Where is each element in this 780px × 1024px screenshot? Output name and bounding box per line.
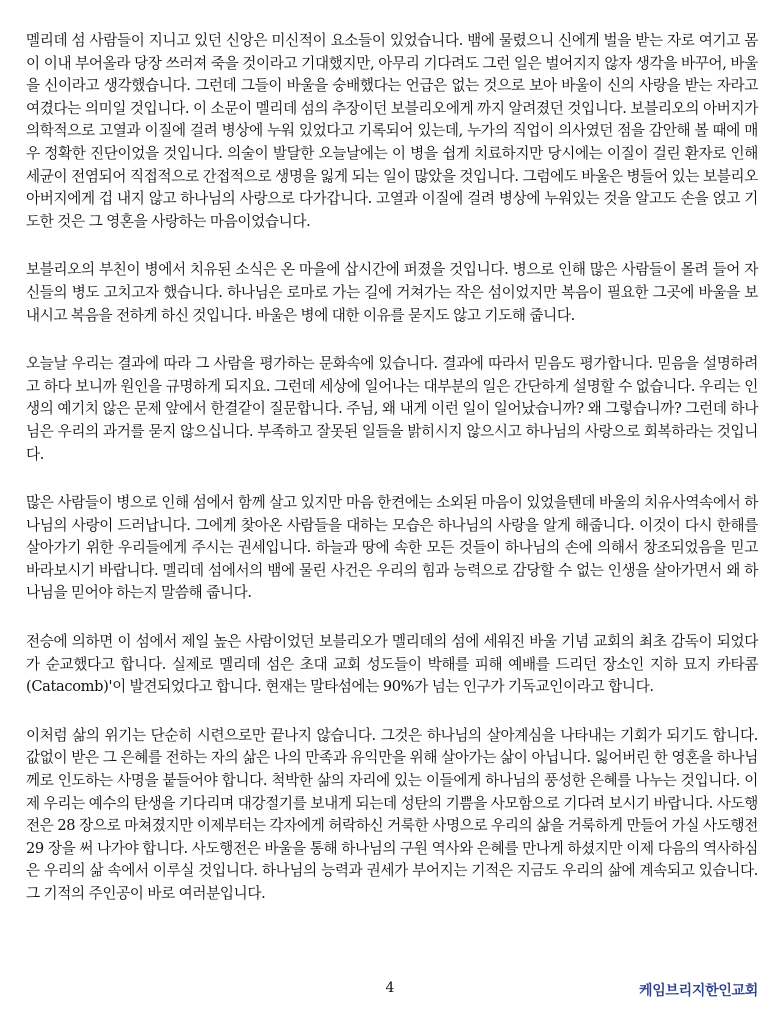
paragraph-2: 보블리오의 부친이 병에서 치유된 소식은 온 마을에 삽시간에 퍼졌을 것입니다. 병으로 인해 많은 사람들이 몰려 들어 자신들의 병도 고치고자 했습니다. 하나님은 로마로 가는 길에 거쳐가는 작은 섬이었지만 복음이 필요한 그곳에 바울을 보내시고 복음을 전하게 하신 것입니다. 바울은 병에 대한 이유를 묻지도 않고 기도해 줍니다. [26, 261, 758, 324]
paragraph-1: 멜리데 섬 사람들이 지니고 있던 신앙은 미신적이 요소들이 있었습니다. 뱀에 물렸으니 신에게 벌을 받는 자로 여기고 몸이 이내 부어올라 당장 쓰러져 죽을 것이라고 기대했지만, 아무리 기다려도 그런 일은 벌어지지 않자 생각을 바꾸어, 바울을 신이라고 생각했습니다. 그런데 그들이 바울을 숭배했다는 언급은 없는 것으로 보아 바울이 신의 사랑을 받는 자라고 여겼다는 의미일 것입니다. 이 소문이 멜리데 섬의 추장이던 보블리오에게 까지 알려졌던 것입니다. 보블리오의 아버지가 의학적으로 고열과 이질에 걸려 병상에 누워 있었다고 기록되어 있는데, 누가의 직업이 의사였던 점을 감안해 볼 때에 매우 정확한 진단이었을 것입니다. 의술이 발달한 오늘날에는 이 병을 쉽게 치료하지만 당시에는 이질이 걸린 환자로 인해 세균이 전염되어 직접적으로 간접적으로 생명을 잃게 되는 일이 많았을 것입니다. 그럼에도 바울은 병들어 있는 보블리오 아버지에게 겁 내지 않고 하나님의 사랑으로 다가갑니다. 고열과 이질에 걸려 병상에 누워있는 것을 알고도 손을 얹고 기도한 것은 그 영혼을 사랑하는 마음이었습니다. [26, 32, 758, 230]
paragraph-5: 전승에 의하면 이 섬에서 제일 높은 사람이었던 보블리오가 멜리데의 섬에 세워진 바울 기념 교회의 최초 감독이 되었다가 순교했다고 합니다. 실제로 멜리데 섬은 초대 교회 성도들이 박해를 피해 예배를 드리던 장소인 지하 묘지 카타콤(Catacomb)'이 발견되었다고 합니다. 현재는 말타섬에는 90%가 넘는 인구가 기독교인이라고 합니다. [26, 633, 758, 696]
page-number: 4 [385, 980, 395, 996]
church-name: 케임브리지한인교회 [638, 983, 758, 999]
paragraph-4: 많은 사람들이 병으로 인해 섬에서 함께 살고 있지만 마음 한켠에는 소외된 마음이 있었을텐데 바울의 치유사역속에서 하나님의 사랑이 드러납니다. 그에게 찾아온 사람들을 대하는 모습은 하나님의 사랑을 알게 해줍니다. 이것이 다시 한해를 살아가기 위한 우리들에게 주시는 권세입니다. 하늘과 땅에 속한 모든 것들이 하나님의 손에 의해서 창조되었음을 믿고 바라보시기 바랍니다. 멜리데 섬에서의 뱀에 물린 사건은 우리의 힘과 능력으로 감당할 수 없는 인생을 살아가면서 왜 하나님을 믿어야 하는지 말씀해 줍니다. [26, 494, 758, 602]
paragraph-6: 이처럼 삶의 위기는 단순히 시련으로만 끝나지 않습니다. 그것은 하나님의 살아계심을 나타내는 기회가 되기도 합니다. 값없이 받은 그 은혜를 전하는 자의 삶은 나의 만족과 유익만을 위해 살아가는 삶이 아닙니다. 잃어버린 한 영혼을 하나님께로 인도하는 사명을 붙들어야 합니다. 척박한 삶의 자리에 있는 이들에게 하나님의 풍성한 은혜를 나누는 것입니다. 이제 우리는 예수의 탄생을 기다리며 대강절기를 보내게 되는데 성탄의 기쁨을 사모함으로 기다려 보시기 바랍니다. 사도행전은 28 장으로 마쳐졌지만 이제부터는 각자에게 허락하신 거룩한 사명으로 우리의 삶을 거룩하게 만들어 가실 사도행전 29 장을 써 나가야 합니다. 사도행전은 바울을 통해 하나님의 구원 역사와 은혜를 만나게 하셨지만 이제 다음의 역사하심은 우리의 삶 속에서 이루실 것입니다. 하나님의 능력과 권세가 부어지는 기적은 지금도 우리의 삶에 계속되고 있습니다. 그 기적의 주인공이 바로 여러분입니다. [26, 726, 758, 902]
paragraph-3: 오늘날 우리는 결과에 따라 그 사람을 평가하는 문화속에 있습니다. 결과에 따라서 믿음도 평가합니다. 믿음을 설명하려고 하다 보니까 원인을 규명하게 되지요. 그런데 세상에 일어나는 대부분의 일은 간단하게 설명할 수 없습니다. 우리는 인생의 예기치 않은 문제 앞에서 한결같이 질문합니다. 주님, 왜 내게 이런 일이 일어났습니까? 왜 그렇습니까? 그런데 하나님은 우리의 과거를 묻지 않으십니다. 부족하고 잘못된 일들을 밝히시지 않으시고 하나님의 사랑으로 회복하라는 것입니다. [26, 355, 758, 463]
page-footer [0, 980, 780, 1004]
